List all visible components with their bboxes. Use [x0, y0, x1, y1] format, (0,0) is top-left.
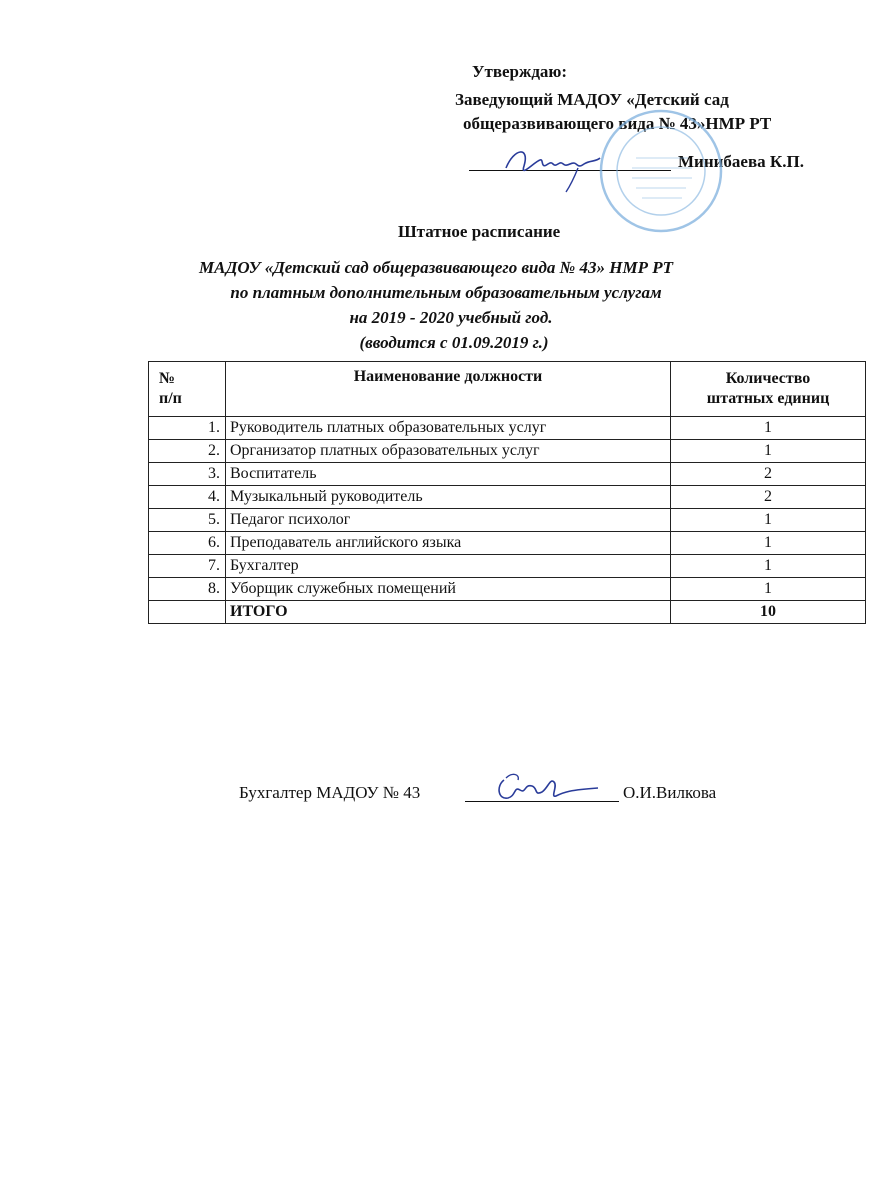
table-row [149, 463, 866, 486]
approval-title: Утверждаю: [472, 62, 568, 81]
footer-position: Бухгалтер МАДОУ № 43 [239, 783, 421, 802]
header-num [149, 362, 226, 417]
row-num: 1. [149, 417, 226, 440]
table-total-row [149, 601, 866, 624]
row-qty: 2 [671, 486, 866, 509]
header-num-line2: п/п [159, 390, 182, 407]
approval-position-line2: общеразвивающего вида № 43»НМР РТ [463, 114, 772, 133]
total-num [149, 601, 226, 624]
table-row [149, 417, 866, 440]
document-subtitle-1: МАДОУ «Детский сад общеразвивающего вида № 43» НМР РТ [199, 258, 673, 277]
row-num: 2. [149, 440, 226, 463]
row-qty: 1 [671, 509, 866, 532]
row-qty: 1 [671, 532, 866, 555]
table-row [149, 486, 866, 509]
footer-name: О.И.Вилкова [623, 783, 717, 802]
header-qty-line2: штатных единиц [706, 390, 830, 407]
table-header-row [149, 362, 866, 417]
approval-name: Минибаева К.П. [678, 152, 804, 171]
approval-signature-icon [500, 138, 610, 193]
row-position: Уборщик служебных помещений [226, 578, 671, 601]
header-name: Наименование должности [226, 362, 671, 417]
document-subtitle-3: на 2019 - 2020 учебный год. [349, 308, 553, 327]
staff-table [148, 361, 866, 624]
row-qty: 1 [671, 417, 866, 440]
row-position: Бухгалтер [226, 555, 671, 578]
table-row [149, 509, 866, 532]
row-position: Руководитель платных образовательных услуг [226, 417, 671, 440]
stamp-seal-icon [596, 106, 726, 236]
row-num: 3. [149, 463, 226, 486]
table-row [149, 555, 866, 578]
document-subtitle-2: по платным дополнительным образовательным услугам [230, 283, 662, 302]
approval-position-line1: Заведующий МАДОУ «Детский сад [455, 90, 729, 109]
row-num: 6. [149, 532, 226, 555]
document-subtitle-4: (вводится с 01.09.2019 г.) [359, 333, 549, 352]
row-qty: 1 [671, 440, 866, 463]
document-title: Штатное расписание [398, 222, 561, 241]
table-row [149, 578, 866, 601]
table-row [149, 532, 866, 555]
header-qty-line1: Количество [725, 370, 811, 387]
row-qty: 1 [671, 578, 866, 601]
table-row [149, 440, 866, 463]
row-position: Музыкальный руководитель [226, 486, 671, 509]
row-num: 7. [149, 555, 226, 578]
row-position: Организатор платных образовательных услуг [226, 440, 671, 463]
row-qty: 1 [671, 555, 866, 578]
row-qty: 2 [671, 463, 866, 486]
row-num: 8. [149, 578, 226, 601]
total-qty: 10 [671, 601, 866, 624]
row-num: 4. [149, 486, 226, 509]
row-position: Преподаватель английского языка [226, 532, 671, 555]
footer-signature-icon [490, 768, 605, 808]
row-position: Воспитатель [226, 463, 671, 486]
row-num: 5. [149, 509, 226, 532]
header-num-line1: № [159, 370, 176, 387]
row-position: Педагог психолог [226, 509, 671, 532]
total-label: ИТОГО [226, 601, 671, 624]
header-qty [671, 362, 866, 417]
